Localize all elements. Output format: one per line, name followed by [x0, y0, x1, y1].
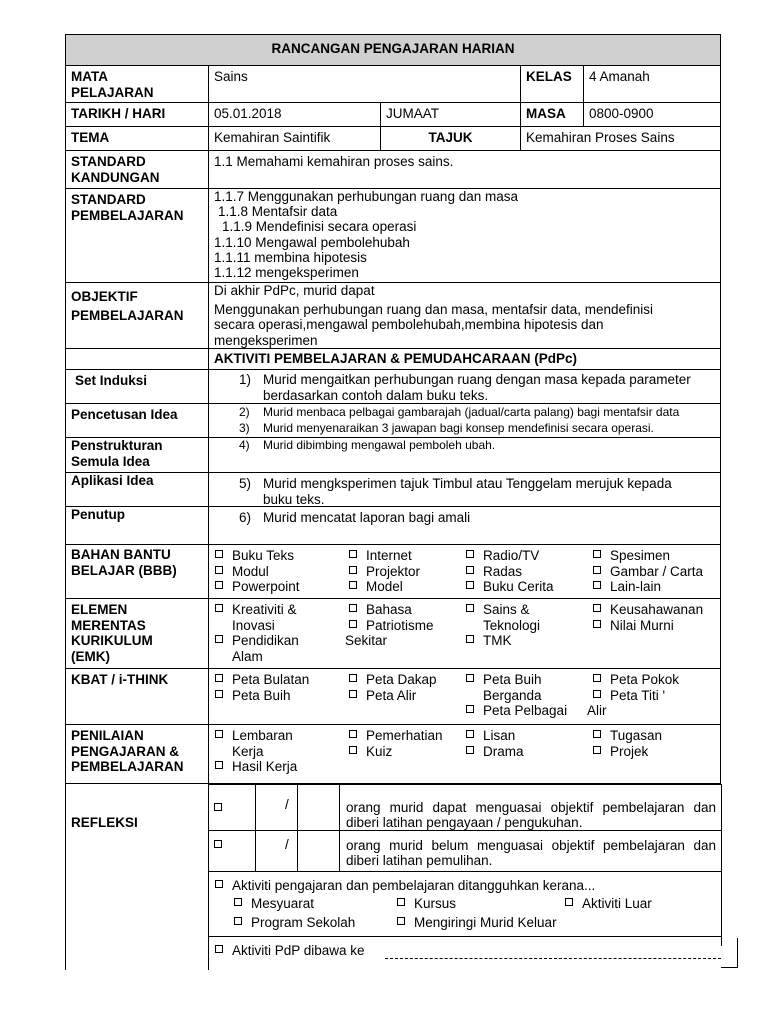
emk-label-4: (EMK)	[71, 648, 110, 664]
bbb-label	[65, 544, 209, 599]
sp-item: 1.1.9 Mendefinisi secara operasi	[222, 219, 417, 235]
set-induksi-line-1	[239, 372, 715, 388]
kbat-option[interactable]	[215, 688, 309, 704]
emk-option[interactable]	[593, 618, 703, 634]
option-label: Bahasa	[366, 602, 412, 617]
checkbox-icon[interactable]	[466, 635, 474, 643]
checkbox-icon[interactable]	[349, 690, 357, 698]
bbb-option[interactable]	[215, 548, 300, 564]
kbat-col-4	[593, 672, 679, 703]
option-label-cont: Inovasi	[232, 617, 275, 633]
activity-text: Murid menbaca pelbagai gambarajah (jadual/carta palang) bagi mentafsir data	[263, 405, 680, 419]
pen-label-1: PENILAIAN	[71, 728, 144, 743]
checkbox-icon[interactable]	[215, 674, 223, 682]
checkbox-icon[interactable]	[214, 803, 222, 811]
emk-col-4	[593, 602, 703, 633]
emk-label-2: MERENTAS	[71, 617, 146, 633]
checkbox-icon[interactable]	[349, 746, 357, 754]
bbb-option[interactable]	[349, 548, 420, 564]
emk-col-2	[345, 602, 434, 649]
ref-ditangguh[interactable]	[215, 878, 595, 894]
ref-text-1a: orang murid dapat menguasai objektif pembelajaran dan	[346, 800, 716, 815]
penilaian-options	[208, 724, 721, 784]
checkbox-icon[interactable]	[593, 550, 601, 558]
checkbox-icon[interactable]	[215, 690, 223, 698]
checkbox-icon[interactable]	[593, 674, 601, 682]
reason-label: Aktiviti Luar	[582, 896, 652, 911]
activity-num: 5)	[239, 476, 252, 491]
checkbox-icon[interactable]	[593, 730, 601, 738]
aktiviti-blank	[65, 348, 209, 370]
option-label: Peta Pelbagai	[483, 703, 568, 718]
emk-col-3	[466, 602, 540, 649]
option-label: Spesimen	[610, 548, 671, 563]
penilaian-option[interactable]	[349, 728, 443, 744]
kbat-label: KBAT / i-THINK	[65, 668, 209, 725]
bbb-option[interactable]	[466, 548, 554, 564]
sp-item: 1.1.10 Mengawal pembolehubah	[214, 234, 410, 250]
option-label: Drama	[483, 743, 524, 759]
option-label: Gambar / Carta	[610, 563, 704, 579]
bbb-col-3	[466, 548, 554, 595]
option-label: Pendidikan	[232, 633, 299, 648]
kbat-col-2	[349, 672, 437, 703]
bbb-option[interactable]	[466, 579, 554, 595]
ref-reason[interactable]	[565, 896, 652, 912]
standard-pembelajaran-label	[65, 188, 209, 283]
option-label: Peta Bulatan	[232, 672, 310, 687]
mata-label-1: MATA	[71, 69, 108, 84]
checkbox-icon[interactable]	[593, 620, 601, 628]
option-label: Buku Cerita	[483, 579, 554, 594]
aplikasi-line-2: buku teks.	[263, 491, 325, 507]
option-label: Peta Alir	[366, 687, 417, 703]
hari-value: JUMAAT	[380, 102, 521, 127]
refleksi-mid-line	[208, 830, 722, 831]
objektif-label	[65, 282, 209, 349]
checkbox-icon[interactable]	[215, 550, 223, 558]
checkbox-icon[interactable]	[215, 604, 223, 612]
activity-text: Murid mengaitkan perhubungan ruang dengan masa kepada parameter	[263, 372, 691, 387]
checkbox-icon[interactable]	[565, 898, 573, 906]
kbat-alir-cont: Alir	[587, 703, 607, 718]
option-label: Hasil Kerja	[232, 759, 298, 774]
bbb-option[interactable]	[593, 548, 703, 564]
ditangguh-label: Aktiviti pengajaran dan pembelajaran ditangguhkan kerana...	[232, 878, 596, 893]
ref-reason[interactable]	[234, 915, 355, 931]
ref-col-1	[255, 784, 256, 871]
activity-num: 6)	[239, 510, 252, 525]
checkbox-icon[interactable]	[466, 604, 474, 612]
kbat-col-1	[215, 672, 309, 703]
penilaian-col-2	[349, 728, 443, 759]
option-label: Projektor	[366, 563, 421, 579]
emk-option[interactable]	[466, 633, 540, 649]
ref-text-2a: orang murid belum menguasai objektif pembelajaran dan	[346, 838, 716, 853]
emk-options	[208, 598, 721, 669]
refleksi-label: REFLEKSI	[71, 815, 138, 830]
standard-kandungan-value: 1.1 Memahami kemahiran proses sains.	[208, 150, 721, 189]
aktiviti-header: AKTIVITI PEMBELAJARAN & PEMUDAHCARAAN (PdPc)	[208, 348, 721, 370]
pencetusan-item	[239, 421, 715, 437]
option-label-cont: Alam	[232, 648, 263, 664]
bbb-label-1: BAHAN BANTU	[71, 547, 171, 562]
ref-slash-2: /	[285, 837, 289, 852]
sp-item: 1.1.8 Mentafsir data	[218, 204, 338, 220]
dibawa-fill-line[interactable]	[385, 958, 721, 959]
checkbox-icon[interactable]	[215, 761, 223, 769]
checkbox-icon[interactable]	[349, 550, 357, 558]
option-label: Projek	[610, 743, 649, 759]
activity-text: Murid mengksperimen tajuk Timbul atau Tenggelam merujuk kepada	[263, 476, 672, 491]
bbb-options	[208, 544, 721, 599]
option-label: Lain-lain	[610, 579, 662, 594]
kelas-label: KELAS	[520, 65, 584, 103]
bbb-option[interactable]	[349, 579, 420, 595]
masa-value: 0800-0900	[583, 102, 721, 127]
checkbox-icon[interactable]	[215, 566, 223, 574]
checkbox-icon[interactable]	[215, 581, 223, 589]
emk-option[interactable]	[349, 618, 434, 634]
obj-line: Menggunakan perhubungan ruang dan masa, mentafsir data, mendefinisi	[214, 301, 654, 317]
option-label: Model	[366, 579, 403, 594]
refleksi-divider	[208, 784, 209, 970]
obj-label-1: OBJEKTIF	[71, 289, 138, 304]
tajuk-label: TAJUK	[380, 126, 521, 151]
sp-item: 1.1.7 Menggunakan perhubungan ruang dan masa	[214, 189, 518, 204]
checkbox-icon[interactable]	[349, 604, 357, 612]
penstrukturan-text	[208, 437, 721, 473]
emk-option[interactable]	[215, 633, 299, 649]
activity-num: 2)	[239, 405, 250, 419]
penilaian-option[interactable]	[466, 728, 524, 744]
reason-label: Mengiringi Murid Keluar	[414, 915, 557, 930]
checkbox-icon[interactable]	[349, 581, 357, 589]
option-label: Radas	[483, 563, 523, 579]
bbb-option[interactable]	[593, 579, 703, 595]
checkbox-icon[interactable]	[466, 550, 474, 558]
checkbox-icon[interactable]	[349, 674, 357, 682]
ref-text-2b: diberi latihan pemulihan.	[346, 853, 493, 868]
emk-option[interactable]	[349, 602, 434, 618]
bbb-option[interactable]	[593, 564, 703, 580]
obj-intro: Di akhir PdPc, murid dapat	[214, 283, 375, 298]
obj-line: mengeksperimen	[214, 332, 318, 348]
option-label: Peta Dakap	[366, 672, 437, 687]
pen-item	[239, 438, 715, 454]
penilaian-col-1	[215, 728, 297, 775]
refleksi-line-3	[208, 871, 722, 872]
pencetusan-idea-text	[208, 403, 721, 438]
pencetusan-idea-label: Pencetusan Idea	[65, 403, 209, 438]
ref-slash-1: /	[285, 797, 289, 812]
ref-col-2	[297, 784, 298, 871]
checkbox-icon[interactable]	[349, 620, 357, 628]
checkbox-icon[interactable]	[214, 840, 222, 848]
checkbox-icon[interactable]	[466, 705, 474, 713]
dibawa-label: Aktiviti PdP dibawa ke	[232, 943, 365, 958]
pen-label-2: Semula Idea	[71, 453, 150, 469]
objektif-value	[208, 282, 721, 349]
penutup-text	[208, 506, 721, 545]
obj-label-2: PEMBELAJARAN	[71, 308, 184, 323]
checkbox-icon[interactable]	[466, 746, 474, 754]
option-label: Peta Titi '	[610, 687, 666, 703]
refleksi-right-border-2	[721, 871, 722, 946]
penilaian-option[interactable]	[215, 759, 297, 775]
bbb-option[interactable]	[466, 564, 554, 580]
penilaian-option[interactable]	[466, 744, 524, 760]
standard-kandungan-label	[65, 150, 209, 189]
checkbox-icon[interactable]	[397, 898, 405, 906]
checkbox-icon[interactable]	[215, 945, 223, 953]
checkbox-icon[interactable]	[215, 880, 223, 888]
set-induksi-line-2: berdasarkan contoh dalam buku teks.	[263, 387, 489, 403]
checkbox-icon[interactable]	[593, 746, 601, 754]
tarikh-value: 05.01.2018	[208, 102, 381, 127]
checkbox-icon[interactable]	[593, 690, 601, 698]
option-label: Internet	[366, 548, 412, 563]
activity-text: Murid mencatat laporan bagi amali	[263, 510, 471, 525]
penilaian-option[interactable]	[215, 728, 297, 744]
activity-num: 4)	[239, 438, 250, 452]
pen-label-2: PENGAJARAN &	[71, 743, 180, 759]
sp-item: 1.1.12 mengeksperimen	[214, 265, 359, 281]
masa-label: MASA	[520, 102, 584, 127]
penutup-line	[239, 510, 715, 526]
ref-reason[interactable]	[397, 896, 456, 912]
checkbox-icon[interactable]	[215, 635, 223, 643]
checkbox-icon[interactable]	[466, 566, 474, 574]
option-label: Modul	[232, 563, 269, 579]
option-label: Powerpoint	[232, 579, 300, 594]
checkbox-icon[interactable]	[397, 917, 405, 925]
activity-text: Murid dibimbing mengawal pemboleh ubah.	[263, 438, 496, 452]
kelas-value: 4 Amanah	[583, 65, 721, 103]
option-label-cont: Teknologi	[483, 617, 541, 633]
penilaian-option[interactable]	[593, 728, 662, 744]
option-label: Kreativiti &	[232, 602, 297, 617]
activity-num: 3)	[239, 420, 250, 435]
bbb-option[interactable]	[215, 564, 300, 580]
penilaian-option[interactable]	[349, 744, 443, 760]
option-label: Keusahawanan	[610, 602, 704, 617]
option-label: Patriotisme	[366, 617, 434, 633]
option-label: Peta Pokok	[610, 672, 680, 687]
option-label: Kuiz	[366, 743, 393, 759]
aplikasi-idea-label: Aplikasi Idea	[65, 472, 209, 507]
option-label-cont: Sekitar	[345, 633, 388, 648]
ref-reason[interactable]	[397, 915, 557, 931]
standard-pembelajaran-list	[208, 188, 721, 283]
tema-label: TEMA	[65, 126, 209, 151]
set-induksi-label: Set Induksi	[65, 369, 209, 404]
emk-label	[65, 598, 209, 669]
option-label-cont: Berganda	[483, 687, 542, 703]
reason-label: Program Sekolah	[251, 915, 356, 930]
option-label: Buku Teks	[232, 548, 295, 563]
checkbox-icon[interactable]	[234, 917, 242, 925]
option-label: Sains &	[483, 602, 530, 617]
penilaian-col-3	[466, 728, 524, 759]
option-label: Lembaran	[232, 728, 293, 743]
kbat-option[interactable]	[215, 672, 309, 688]
reason-label: Mesyuarat	[251, 896, 315, 911]
kbat-option[interactable]	[593, 672, 679, 688]
aplikasi-idea-text	[208, 472, 721, 507]
reason-label: Kursus	[414, 896, 457, 911]
kbat-options	[208, 668, 721, 725]
checkbox-icon[interactable]	[349, 566, 357, 574]
pen-label-1: Penstrukturan	[71, 438, 163, 453]
bbb-option[interactable]	[349, 564, 420, 580]
sp-label-2: PEMBELAJARAN	[71, 207, 184, 223]
penutup-label: Penutup	[65, 506, 209, 545]
option-label: TMK	[483, 633, 512, 648]
bbb-option[interactable]	[215, 579, 300, 595]
kbat-option[interactable]	[466, 672, 567, 688]
tema-value: Kemahiran Saintifik	[208, 126, 381, 151]
option-label: Lisan	[483, 728, 516, 743]
checkbox-icon[interactable]	[234, 898, 242, 906]
option-label: Pemerhatian	[366, 728, 443, 743]
checkbox-icon[interactable]	[593, 604, 601, 612]
penilaian-option[interactable]	[593, 744, 662, 760]
bbb-col-2	[349, 548, 420, 595]
activity-num: 1)	[239, 372, 252, 387]
option-label-cont: Kerja	[232, 743, 264, 759]
kbat-col-3	[466, 672, 567, 719]
option-label: Radio/TV	[483, 548, 540, 563]
pen-label-3: PEMBELAJARAN	[71, 759, 184, 774]
checkbox-icon[interactable]	[466, 674, 474, 682]
pencetusan-item	[239, 405, 715, 421]
emk-option[interactable]	[466, 602, 540, 618]
tajuk-value: Kemahiran Proses Sains	[520, 126, 721, 151]
refleksi-right-tick	[737, 938, 738, 968]
mata-pelajaran-label	[65, 65, 209, 103]
emk-option[interactable]	[215, 602, 299, 618]
checkbox-icon[interactable]	[215, 730, 223, 738]
kbat-option[interactable]	[466, 703, 567, 719]
mata-label-2: PELAJARAN	[71, 84, 154, 100]
kbat-option[interactable]	[349, 688, 437, 704]
refleksi-line-4	[208, 936, 722, 937]
checkbox-icon[interactable]	[466, 730, 474, 738]
kbat-option[interactable]	[593, 688, 679, 704]
bbb-col-1	[215, 548, 300, 595]
ref-col-3	[339, 784, 340, 871]
bbb-label-2: BELAJAR (BBB)	[71, 562, 177, 578]
ref-dibawa[interactable]	[215, 943, 365, 959]
emk-label-3: KURIKULUM	[71, 633, 153, 648]
ref-reason[interactable]	[234, 896, 314, 912]
sk-label-2: KANDUNGAN	[71, 169, 160, 185]
aplikasi-line-1	[239, 476, 715, 492]
checkbox-icon[interactable]	[349, 730, 357, 738]
option-label: Peta Buih	[232, 687, 291, 703]
checkbox-icon[interactable]	[593, 566, 601, 574]
tarikh-label: TARIKH / HARI	[65, 102, 209, 127]
bbb-col-4	[593, 548, 703, 595]
kbat-option[interactable]	[349, 672, 437, 688]
option-label: Tugasan	[610, 728, 663, 743]
sp-label-1: STANDARD	[71, 192, 146, 207]
emk-label-1: ELEMEN	[71, 602, 128, 617]
obj-line: secara operasi,mengawal pembolehubah,membina hipotesis dan	[214, 317, 604, 332]
ref-text-1b: diberi latihan pengayaan / pengukuhan.	[346, 815, 583, 830]
option-label: Nilai Murni	[610, 617, 674, 633]
penstrukturan-label	[65, 437, 209, 473]
sk-label-1: STANDARD	[71, 154, 146, 169]
mata-pelajaran-value: Sains	[208, 65, 521, 103]
set-induksi-text	[208, 369, 721, 404]
option-label: Peta Buih	[483, 672, 542, 687]
emk-option[interactable]	[593, 602, 703, 618]
checkbox-icon[interactable]	[593, 581, 601, 589]
penilaian-label	[65, 724, 209, 784]
sp-item: 1.1.11 membina hipotesis	[214, 249, 367, 265]
refleksi-top-line	[208, 784, 722, 785]
refleksi-right-tick-base	[721, 967, 738, 968]
emk-col-1	[215, 602, 299, 664]
penilaian-col-4	[593, 728, 662, 759]
activity-text: Murid menyenaraikan 3 jawapan bagi konsep mendefinisi secara operasi.	[263, 420, 654, 435]
checkbox-icon[interactable]	[466, 581, 474, 589]
form-title: RANCANGAN PENGAJARAN HARIAN	[65, 34, 721, 66]
refleksi-right-border	[721, 784, 722, 871]
